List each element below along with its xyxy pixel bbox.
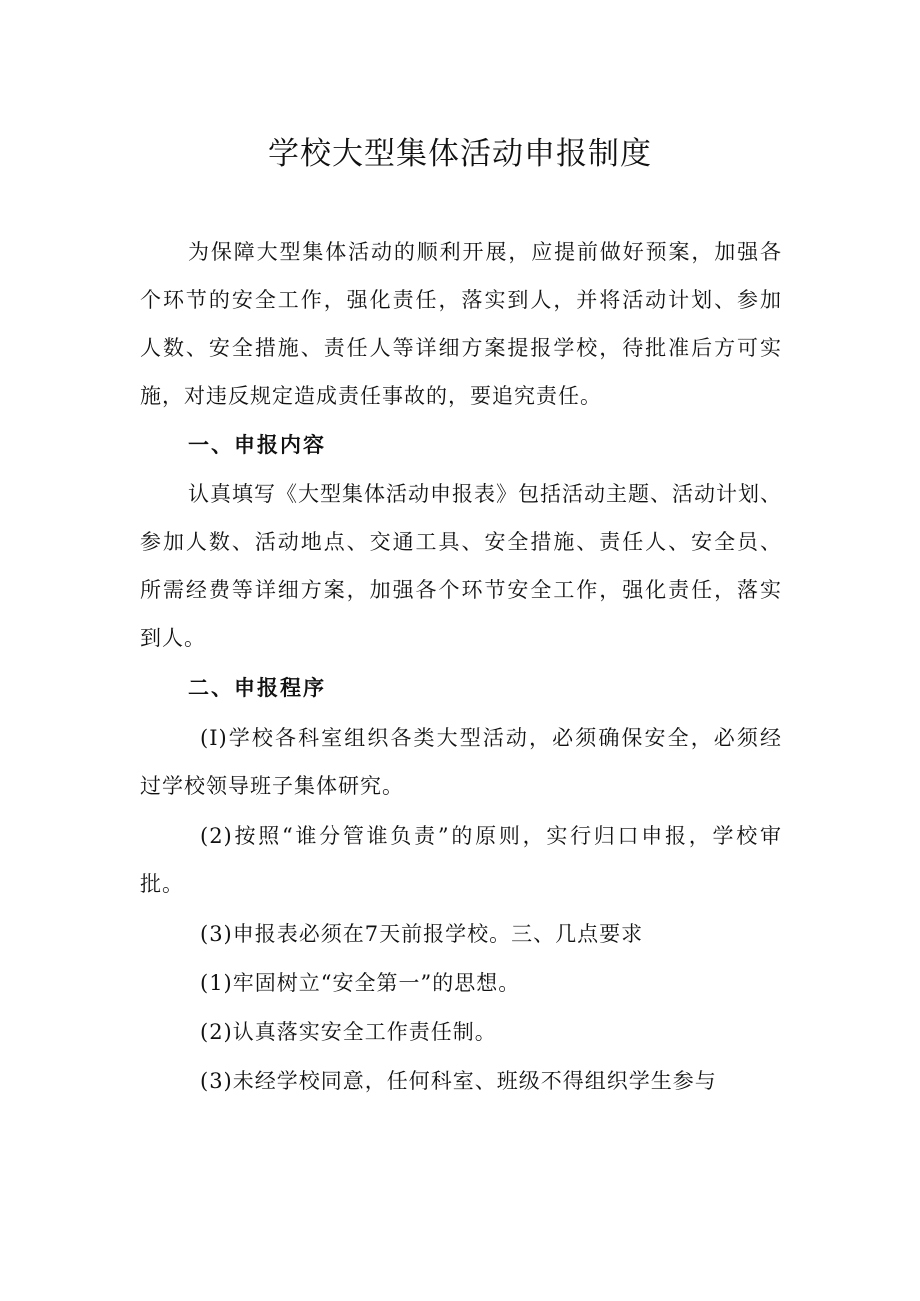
paragraph-line: 所需经费等详细方案，加强各个环节安全工作，强化责任，落实 bbox=[140, 578, 782, 602]
paragraph-line: 人数、安全措施、责任人等详细方案提报学校，待批准后方可实 bbox=[140, 336, 782, 360]
section-heading-content: 一、申报内容 bbox=[188, 433, 326, 457]
paragraph-line: (2)按照“谁分管谁负责”的原则，实行归口申报，学校审 bbox=[200, 824, 782, 848]
paragraph-line: 施，对违反规定造成责任事故的，要追究责任。 bbox=[140, 384, 602, 408]
paragraph-line: 个环节的安全工作，强化责任，落实到人，并将活动计划、参加 bbox=[140, 288, 782, 312]
section-heading-procedure: 二、申报程序 bbox=[188, 676, 326, 700]
paragraph-line: 认真填写《大型集体活动申报表》包括活动主题、活动计划、 bbox=[188, 482, 782, 506]
list-item: (3)未经学校同意，任何科室、班级不得组织学生参与 bbox=[200, 1069, 717, 1093]
paragraph-line: (I)学校各科室组织各类大型活动，必须确保安全，必须经 bbox=[200, 726, 782, 750]
paragraph-line: 批。 bbox=[140, 872, 184, 896]
paragraph-line: 为保障大型集体活动的顺利开展，应提前做好预案，加强各 bbox=[188, 240, 782, 264]
list-item: (2)认真落实安全工作责任制。 bbox=[200, 1020, 497, 1044]
list-item: (1)牢固树立“安全第一”的思想。 bbox=[200, 971, 521, 995]
paragraph-line: (3)申报表必须在7天前报学校。三、几点要求 bbox=[200, 922, 644, 946]
paragraph-line: 过学校领导班子集体研究。 bbox=[140, 774, 404, 798]
paragraph-line: 参加人数、活动地点、交通工具、安全措施、责任人、安全员、 bbox=[140, 530, 782, 554]
document-title: 学校大型集体活动申报制度 bbox=[268, 136, 652, 172]
paragraph-line: 到人。 bbox=[140, 626, 206, 650]
